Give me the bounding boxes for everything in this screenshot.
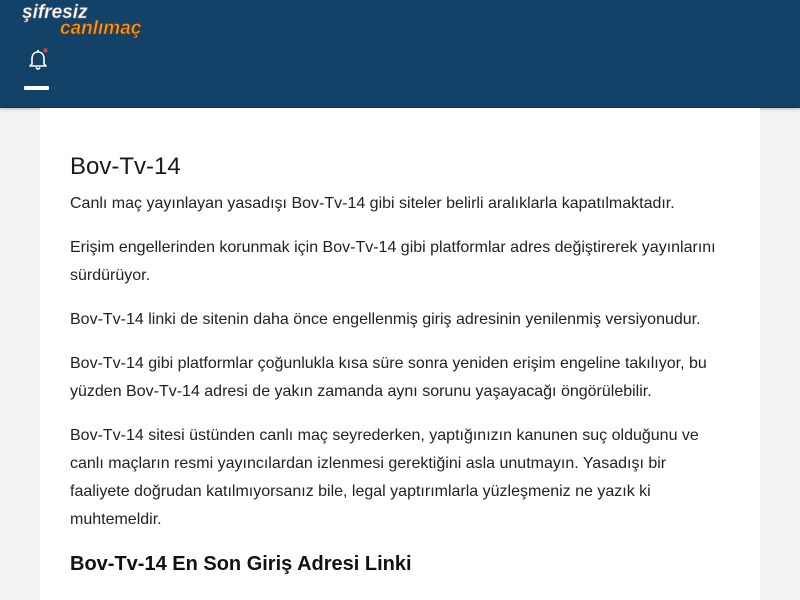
article-paragraph: Bov-Tv-14 gibi platformlar çoğunlukla kısa süre sonra yeniden erişim engeline takılıyor, bu yüzden Bov-Tv-14 adresi de yakın zamanda aynı sorunu yaşayacağı öngörülebilir. (70, 355, 707, 400)
menu-toggle-button[interactable] (24, 80, 50, 96)
hamburger-menu-icon (24, 86, 49, 90)
logo-image (20, 2, 166, 40)
article-body (70, 152, 730, 578)
notification-bell-button[interactable] (27, 48, 49, 72)
article-paragraph: Canlı maç yayınlayan yasadışı Bov-Tv-14 gibi siteler belirli aralıklarla kapatılmaktadır. (70, 195, 675, 212)
site-logo[interactable] (20, 2, 166, 40)
bell-icon (27, 48, 49, 72)
logo-text-top: şifresiz (22, 2, 88, 23)
article-paragraph: Bov-Tv-14 linki de sitenin daha önce engellenmiş giriş adresinin yenilenmiş versiyonudur. (70, 311, 701, 328)
logo-text-bottom: canlımaç (60, 18, 142, 39)
page-title: Bov-Tv-14 (70, 153, 181, 180)
article-container (40, 108, 760, 600)
site-header (0, 0, 800, 108)
notification-dot (43, 48, 47, 52)
article-paragraph: Erişim engellerinden korunmak için Bov-Tv-14 gibi platformlar adres değiştirerek yayınlarını sürdürüyor. (70, 239, 716, 284)
section-heading: Bov-Tv-14 En Son Giriş Adresi Linki (70, 553, 412, 575)
article-paragraph: Bov-Tv-14 sitesi üstünden canlı maç seyrederken, yaptığınızın kanunen suç olduğunu ve canlı maçların resmi yayıncılardan izlenmesi gerektiğini asla unutmayın. Yasadışı bir faaliyete doğrudan katılmıyorsanız bile, legal yaptırımlarla yüzleşmeniz ne yazık ki muhtemeldir. (70, 427, 699, 528)
